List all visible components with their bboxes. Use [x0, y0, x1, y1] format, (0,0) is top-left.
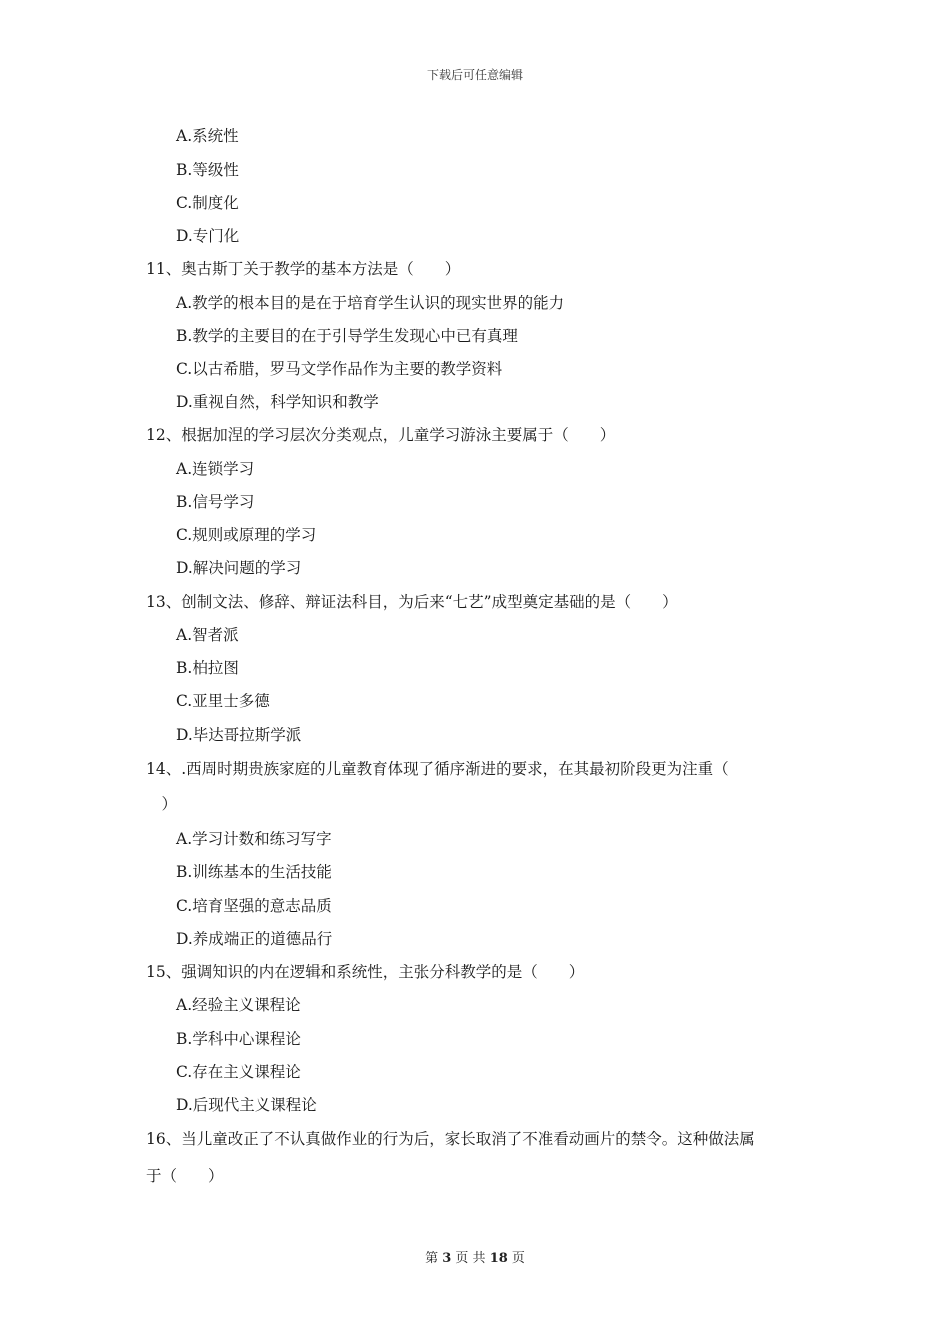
page-number: 3	[442, 1251, 452, 1266]
option-line: A.经验主义课程论	[176, 996, 301, 1014]
option-line: D.重视自然，科学知识和教学	[176, 393, 379, 411]
option-line: C.制度化	[176, 194, 239, 212]
option-line: D.专门化	[176, 227, 240, 245]
total-pages: 18	[489, 1251, 508, 1266]
question-line: 14、.西周时期贵族家庭的儿童教育体现了循序渐进的要求，在其最初阶段更为注重（	[146, 760, 729, 778]
page-header: 下载后可任意编辑	[426, 68, 523, 82]
option-line: A.教学的根本目的是在于培育学生认识的现实世界的能力	[176, 294, 565, 312]
question-continuation: ）	[146, 795, 178, 813]
option-line: D.后现代主义课程论	[176, 1096, 317, 1114]
option-line: C.以古希腊，罗马文学作品作为主要的教学资料	[176, 360, 503, 378]
question-line: 16、当儿童改正了不认真做作业的行为后，家长取消了不准看动画片的禁令。这种做法属	[146, 1130, 755, 1148]
footer-prefix: 第	[425, 1251, 439, 1266]
footer-suffix: 页	[511, 1251, 525, 1266]
option-line: C.规则或原理的学习	[176, 526, 317, 544]
option-line: B.信号学习	[176, 493, 255, 511]
footer-middle: 页 共	[455, 1251, 486, 1266]
question-line: 12、根据加涅的学习层次分类观点，儿童学习游泳主要属于（ ）	[146, 426, 616, 444]
question-line: 13、创制文法、修辞、辩证法科目，为后来“七艺”成型奠定基础的是（ ）	[146, 593, 678, 611]
question-line: 11、奥古斯丁关于教学的基本方法是（ ）	[146, 260, 461, 278]
option-line: D.养成端正的道德品行	[176, 930, 333, 948]
option-line: B.训练基本的生活技能	[176, 863, 332, 881]
option-line: B.等级性	[176, 161, 239, 179]
option-line: B.教学的主要目的在于引导学生发现心中已有真理	[176, 327, 518, 345]
option-line: C.亚里士多德	[176, 692, 270, 710]
question-line: 15、强调知识的内在逻辑和系统性，主张分科教学的是（ ）	[146, 963, 585, 981]
option-line: C.存在主义课程论	[176, 1063, 301, 1081]
option-line: A.连锁学习	[176, 460, 255, 478]
option-line: B.柏拉图	[176, 659, 239, 677]
option-line: A.智者派	[176, 626, 239, 644]
question-continuation: 于（ ）	[146, 1167, 224, 1185]
option-line: D.毕达哥拉斯学派	[176, 726, 302, 744]
option-line: D.解决问题的学习	[176, 559, 302, 577]
option-line: A.系统性	[176, 127, 239, 145]
option-line: B.学科中心课程论	[176, 1030, 301, 1048]
option-line: A.学习计数和练习写字	[176, 830, 332, 848]
page-footer	[0, 1247, 950, 1266]
option-line: C.培育坚强的意志品质	[176, 897, 332, 915]
